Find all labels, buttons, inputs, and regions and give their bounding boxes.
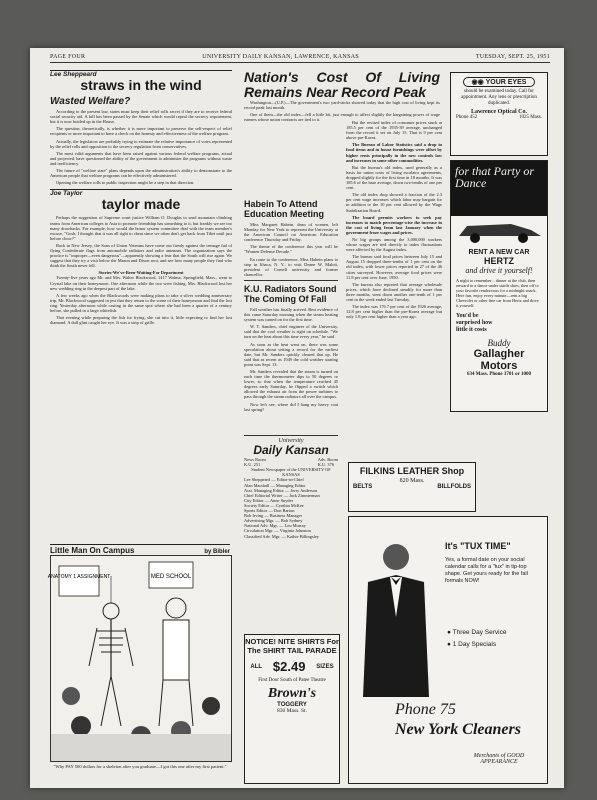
column-title-taylor: taylor made <box>101 196 181 213</box>
browns-name: Brown's <box>267 686 317 701</box>
para: But the bureau's old index, used generally as a basis for union costs of living escalator agreements, dropped slightly for the first time in 18 months. It was 185.6 of the base average, down two-tenths of one per cent. <box>346 164 442 191</box>
cartoon-author: by Bibler <box>204 549 230 555</box>
para: The bureau said food prices between July 15 and August 15 dropped three-tenths of 1 per cent on the old index, with lower prices reported in 27 of the 46 cities surveyed. However, average food prices were 11.8 per cent over June, 1950. <box>346 254 442 280</box>
cleaners-phone: Phone 75 <box>395 701 456 718</box>
para: A few weeks ago when the Blackwoods were making plans to take a silver wedding anniversary trip, Mr. Blackwood suggested in jest that they return to the scene of their honeymoon and find the lost ring. Yesterday afternoon while casting in the same spot where she had been a quarter of a century before, she pulled in a large whitefish. <box>50 292 232 313</box>
bullet-icon: ● <box>447 629 451 636</box>
editorial-column <box>50 70 232 540</box>
dealer-name: Gallagher <box>473 348 525 360</box>
para: The most valid arguments that have been raised against various federal welfare programs, actual and projected, have questioned the ability of the government to administer the programs without waste and inefficiency. <box>50 150 232 166</box>
staff-line: Sports Editor — Don Barton <box>244 508 295 514</box>
dealer-first: Buddy <box>487 338 511 348</box>
cartoon-caption: "Why PAY 500 dollars for a skeleton after you graduate—I got this one after my first patient." <box>53 764 227 769</box>
browns-title: NOTICE! NITE SHIRTS For The SHIRT TAIL PARADE <box>245 637 339 655</box>
filkins-address: 820 Mass. <box>399 478 425 484</box>
hertz-mid: You'd be surprised how little it costs <box>456 313 493 333</box>
main-story-top <box>244 69 440 123</box>
para: The theme of the conference this year will be "Women Defense Decade." <box>244 244 338 255</box>
hertz-script: for that Party or Dance <box>455 164 535 190</box>
subhead-welfare: Wasted Welfare? <box>50 96 131 108</box>
paper-name: UNIVERSITY DAILY KANSAN, LAWRENCE, KANSAS <box>202 54 359 60</box>
hertz-body: A night to remember... dinner at the club, then onward to a dance under starlit skies, then off to your favorite rendezvous for a midnight snack. Here fun, enjoy every minute—rent a big Chevrolet or other fine car from Hertz and drive it yourself. <box>456 278 539 308</box>
tux-man-illustration <box>353 537 439 697</box>
story-head: Stories-We've-Been-Waiting-For Department <box>98 270 184 276</box>
filkins-belts: BELTS <box>353 484 373 490</box>
sign-med: MED SCHOOL <box>150 574 192 580</box>
staff-line: National Adv. Mgr. — Lou Murray <box>244 523 306 529</box>
staff-line: City Editor — Anne Snyder <box>244 497 294 503</box>
byline-taylor: Joe Taylor <box>50 189 232 196</box>
habein-headline: Habein To Attend Education Meeting <box>244 199 325 219</box>
staff-line: Alan Marshall — Managing Editor <box>244 482 306 488</box>
masthead <box>244 432 338 628</box>
optical-phone: Phone 452 <box>456 115 478 120</box>
hertz-brand: HERTZ <box>484 256 514 266</box>
advroom-phone: Adv. Room K.U. 376 <box>317 457 338 468</box>
cleaners-title: It's "TUX TIME" <box>445 541 511 551</box>
column-title-straws: straws in the wind <box>80 77 202 94</box>
masthead-name: Daily Kansan <box>253 443 329 458</box>
filkins-billfolds: BILLFOLDS <box>437 484 471 490</box>
para: Back in New Jersey, the Sons of Union Veterans have come out firmly against the teenage fad of flying Confederate flags from automobile radiators and radio antennas. The organization says the practice is "improper—even dangerous"—apparently showing a fear that the South will rise again. We suggest that they try a visit below the Mason and Dixon root, and see how many people they find who think the South never fell. <box>50 242 232 269</box>
staff-line: Chief Editorial Writer — Jack Zimmerman <box>244 492 320 498</box>
browns-all: ALL <box>250 663 263 670</box>
optical-address: 1025 Mass. <box>518 115 542 120</box>
staff-line: Bob Irving — Business Manager <box>244 513 303 519</box>
para: But the revised index of consumer prices stuck at 185.5 per cent of the 1935-39 average, unchanged from the record it set on July 15. That is 9 per cent above pre-Korea. <box>346 120 442 141</box>
sign-anatomy: ANATOMY 1 ASSIGNMENT <box>47 574 111 580</box>
page-number: PAGE FOUR <box>50 54 86 60</box>
para: The board permits workers to seek pay increases to match percentage-wise the increase in the cost of living from last January when the government froze wages and prices. <box>346 214 442 235</box>
optical-ad <box>450 72 548 156</box>
para: The question, theoretically, is whether it is more important to preserve the self-respect of relief recipients or more important to have a check on the honesty and effectiveness of the welfare program. <box>50 126 232 137</box>
para: Mr. Sanders revealed that the steam is turned on each time the thermometer dips to 50 degrees or lower, so that when the temperature reached 45 degrees early Saturday, he flipped a switch which allowed the exhaust air from the power turbines to pass through the steam radiators all over the campus. <box>244 368 338 400</box>
dealer-address: 634 Mass. Phone 3701 or 1000 <box>466 372 532 377</box>
para: According to the present law, states must keep their relief rolls secret if they are to receive federal social security aid. A bill has been passed by the Senate which would repeal the secrecy requirement, but it is now bottled up in the House. <box>50 109 232 125</box>
para: Opening the welfare rolls to public inspection might be a step in that direction. <box>56 180 195 186</box>
eyes-icon: ◉◉ <box>471 79 484 86</box>
issue-date: TUESDAY, SEPT. 25, 1951 <box>475 54 550 60</box>
page-header <box>50 54 550 63</box>
student-line: Student Newspaper of the UNIVERSITY OF KANSAS <box>251 467 331 478</box>
browns-ad <box>244 634 340 784</box>
cleaners-name: New York Cleaners <box>395 721 521 738</box>
cleaners-tagline: Merchants of GOOD APPEARANCE <box>473 753 525 765</box>
cleaners-body: Yes, a formal date on your social calendar calls for a "tux" in tip-top shape. Get yours ready for the fall formals NOW! <box>445 557 528 584</box>
newspaper-page <box>30 48 564 788</box>
browns-address: 830 Mass. St. <box>277 708 307 714</box>
cartoon-drawing <box>47 555 232 762</box>
news-column-3 <box>346 120 442 458</box>
radiators-headline: K.U. Radiators Sound The Coming Of Fall <box>244 283 337 304</box>
hertz-title: RENT A NEW CAR <box>468 249 530 256</box>
newsroom-phone: News Room K.U. 251 <box>244 457 266 468</box>
para: Now let's see, where did I hang my heavy coat last spring? <box>244 401 338 412</box>
para: As soon as the heat went on, there was some speculation about setting a record for the earliest date, but Mr. Sanders quickly cleared that up. He said that as recent as 1949 the cold weather starting point was Sept. 13. <box>244 341 338 367</box>
service-one-day: 1 Day Specials <box>452 641 497 648</box>
hertz-tagline: and drive it yourself! <box>465 266 533 275</box>
para: The bureau also reported that average wholesale prices, which have declined steadily for more than three months, went down another one-tenth of 1 per cent in the week ended last Tuesday. <box>346 281 442 302</box>
staff-line: Lee Sheppeard — Editor-in-Chief <box>244 477 304 483</box>
cartoon-panel <box>47 544 230 782</box>
para: Twenty-five years ago Mr. and Mrs. Walter Blackwood, 1417 Walnut, Springfield, Mass., went to Crystal lake on their honeymoon. One afternoon while the two were fishing, Mrs. Blackwood lost her new wedding ring in the deepest part of the lake. <box>50 275 232 291</box>
para: The future of "welfare state" plans depends upon the administration's ability to demonstrate to the American people that welfare programs can be effectively administered. <box>50 168 232 179</box>
filkins-title: FILKINS LEATHER Shop <box>359 466 465 476</box>
main-headline: Nation's Cost Of Living Remains Near Record Peak <box>244 69 440 100</box>
para: Washington—(U.P.)—The government's two yard-sticks showed today that the high cost of living kept its record peak last month. <box>244 100 440 111</box>
staff-line: Asst. Managing Editor — Jerry Anderson <box>244 487 318 493</box>
cleaners-ad <box>348 516 548 784</box>
para: Fall weather has finally arrived. Best evidence of this came Saturday morning when the steam heating system was turned on for the first time. <box>244 306 338 323</box>
filkins-ad <box>348 462 476 512</box>
car-illustration <box>451 216 547 244</box>
staff-line: Circulation Mgr. — Virginia Johnston <box>244 528 311 534</box>
para: Miss Margaret Habein, dean of women, left Monday for New York to represent the University at the American Council on American Education conference Thursday and Friday. <box>244 222 338 243</box>
para: En route to the conference, Miss Habein plans to stop in Ithaca, N. Y., to visit Deane W. Malott, president of Cornell university and former chancellor. <box>244 256 338 277</box>
dealer-motors: Motors <box>480 360 518 372</box>
browns-price: $2.49 <box>272 659 306 674</box>
para: That evening while preparing the fish for frying, she cut into it, little expecting to find her lost diamond. A dull glint caught her eye. It was a strip of grille. <box>50 315 232 326</box>
para: The old index drop showed a fraction of the 2.3 per cent wage increases which labor may bargain for in addition to the 10 per cent allowed by the Wage Stabilization Board. <box>346 192 442 213</box>
byline-sheppeard: Lee Sheppeard <box>50 70 232 77</box>
hertz-ad <box>450 160 548 412</box>
cartoon-title: Little Man On Campus <box>50 546 135 555</box>
optical-text: should be examined today. Call for appointment. Any lens or prescription duplicated. <box>461 89 537 106</box>
masthead-university: University <box>278 438 304 444</box>
service-three-day: Three Day Service <box>452 629 507 636</box>
staff-line: Society Editor — Cynthia McKee <box>244 502 304 508</box>
para: No big groups among the 3,000,000 workers whose wages are tied directly to index fluctuations were affected by the August index. <box>346 236 442 253</box>
optical-name: Lawrence Optical Co. <box>470 109 528 115</box>
bullet-icon: ● <box>447 641 451 648</box>
browns-sub: TOGGERY <box>277 702 307 708</box>
optical-title: YOUR EYES <box>485 79 527 86</box>
staff-line: Classified Adv. Mgr. — Kathie Billingsley <box>244 533 319 539</box>
para: The index was 176.7 per cent of the 1926 average, 12.8 per cent higher than the pre-Korea average but only 1.8 per cent higher than a year ago. <box>346 304 442 320</box>
para: Actually, the legislators are probably trying to estimate the relative importance of votes represented by the relief rolls and opposition to the secrecy regulation from conservatives. <box>50 138 232 149</box>
para: W. T. Sanders, chief engineer of the University, said that the cool weather is right on schedule. "We turn on the heat about this time every year," he said. <box>244 324 338 340</box>
para: One of them—the old index—fell a little bit, just enough to affect slightly the bargaining power of wage earners whose union contracts are tied to it. <box>244 112 440 123</box>
para: Perhaps the suggestion of Supreme court justice William O. Douglas to send mountain climbing teams from American colleges to Asia to promote friendship has something to it, but frankly we see too many drawbacks. For example, how would the honor system committee deal with the team member's excuse, "Gosh, I thought that it was all right to cheat since we often don't get back from Tibet until just before chow?" <box>50 215 232 241</box>
browns-floor: First Door South of Patee Theatre <box>258 678 326 683</box>
para: The Bureau of Labor Statistics said a drop in food items and in house furnishings were offset by higher rents principally in the new controls law and increases in some other commodities. <box>346 142 442 163</box>
staff-line: Advertising Mgr. — Bob Sydney <box>244 518 303 524</box>
browns-sizes: SIZES <box>316 663 334 670</box>
